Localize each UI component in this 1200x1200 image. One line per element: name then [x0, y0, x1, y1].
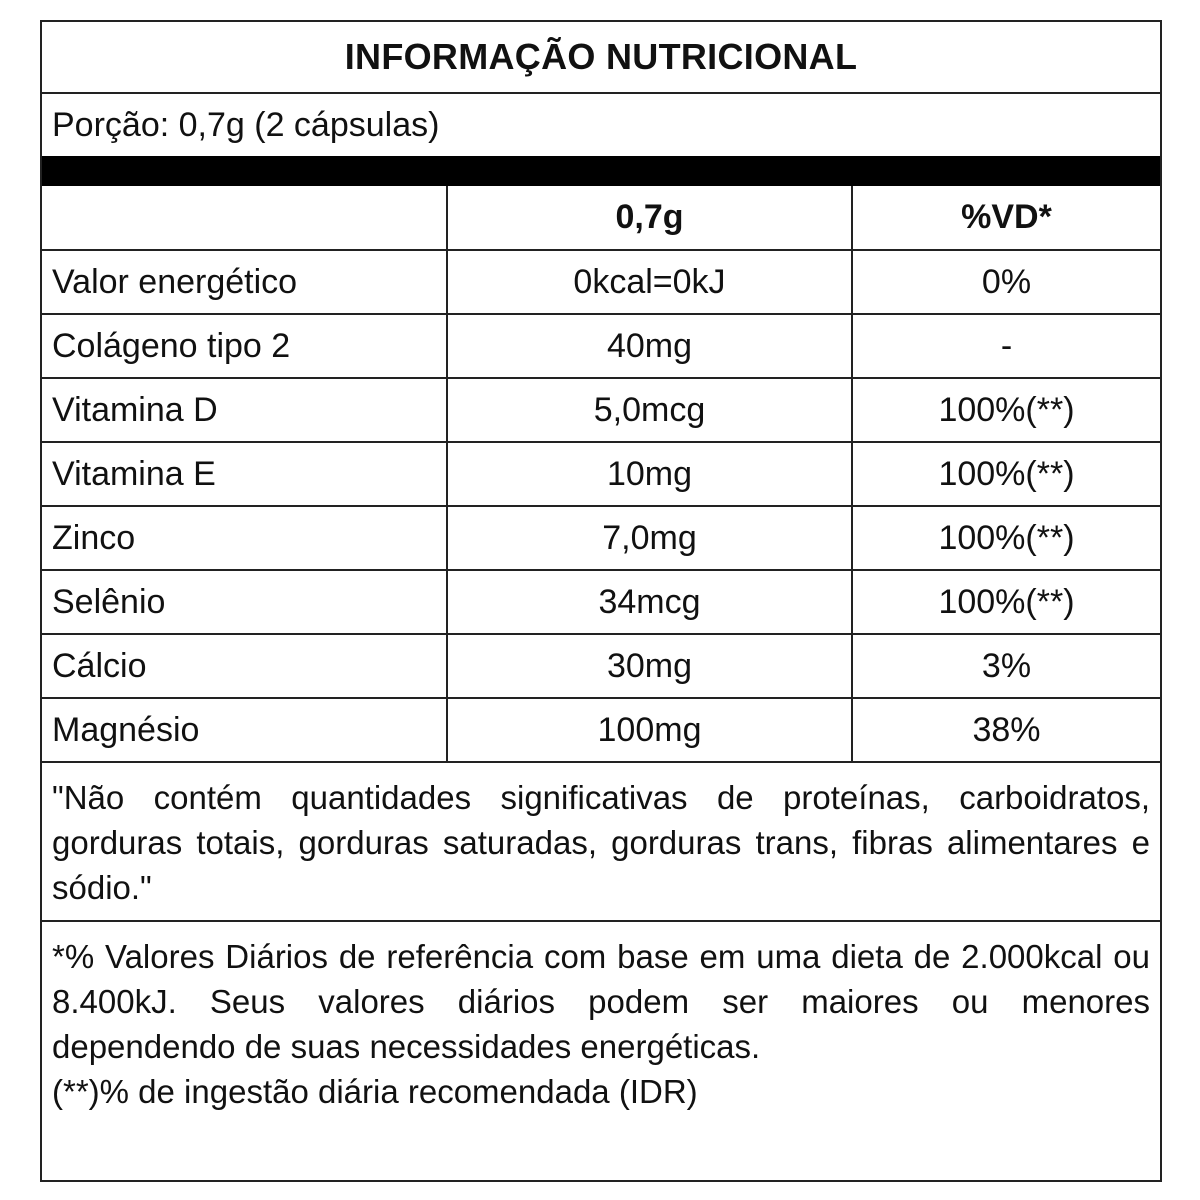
- nutrient-name: Cálcio: [42, 634, 447, 698]
- not-significant-note: "Não contém quantidades significativas de proteínas, carboidratos, gorduras totais, gorduras saturadas, gorduras trans, fibras alimentares e sódio.": [42, 763, 1160, 922]
- header-vd-cell: %VD*: [852, 186, 1160, 250]
- thick-divider: [42, 156, 1160, 186]
- table-row: [42, 250, 1160, 314]
- nutrient-amount: 30mg: [447, 634, 852, 698]
- nutrient-amount: 10mg: [447, 442, 852, 506]
- nutrient-amount: 100mg: [447, 698, 852, 762]
- nutrient-amount: 40mg: [447, 314, 852, 378]
- nutrient-name: Vitamina D: [42, 378, 447, 442]
- nutrient-name: Valor energético: [42, 250, 447, 314]
- nutrient-amount: 34mcg: [447, 570, 852, 634]
- label-title: INFORMAÇÃO NUTRICIONAL: [42, 22, 1160, 94]
- table-header-row: [42, 186, 1160, 250]
- idr-footnote: (**)% de ingestão diária recomendada (IDR): [52, 1073, 698, 1110]
- nutrient-vd: 100%(**): [852, 442, 1160, 506]
- nutrient-amount: 7,0mg: [447, 506, 852, 570]
- header-amount-cell: 0,7g: [447, 186, 852, 250]
- nutrient-amount: 5,0mcg: [447, 378, 852, 442]
- nutrient-name: Colágeno tipo 2: [42, 314, 447, 378]
- footnote-section: [42, 922, 1160, 1114]
- nutrient-vd: -: [852, 314, 1160, 378]
- nutrient-name: Magnésio: [42, 698, 447, 762]
- header-nutrient-cell: [42, 186, 447, 250]
- table-row: [42, 698, 1160, 762]
- nutrient-vd: 38%: [852, 698, 1160, 762]
- nutrient-vd: 3%: [852, 634, 1160, 698]
- portion-size: Porção: 0,7g (2 cápsulas): [52, 105, 440, 144]
- nutrient-vd: 0%: [852, 250, 1160, 314]
- table-row: [42, 442, 1160, 506]
- table-row: [42, 506, 1160, 570]
- nutrient-vd: 100%(**): [852, 570, 1160, 634]
- table-row: [42, 314, 1160, 378]
- nutrient-amount: 0kcal=0kJ: [447, 250, 852, 314]
- nutrient-vd: 100%(**): [852, 506, 1160, 570]
- nutrient-name: Vitamina E: [42, 442, 447, 506]
- nutrient-name: Selênio: [42, 570, 447, 634]
- nutrition-table: [42, 186, 1160, 763]
- table-row: [42, 634, 1160, 698]
- table-row: [42, 570, 1160, 634]
- nutrition-facts-label: [40, 20, 1162, 1182]
- nutrient-vd: 100%(**): [852, 378, 1160, 442]
- nutrient-name: Zinco: [42, 506, 447, 570]
- table-row: [42, 378, 1160, 442]
- daily-values-footnote: *% Valores Diários de referência com base em uma dieta de 2.000kcal ou 8.400kJ. Seus valores diários podem ser maiores ou menores dependendo de suas necessidades energéticas.: [52, 938, 1150, 1065]
